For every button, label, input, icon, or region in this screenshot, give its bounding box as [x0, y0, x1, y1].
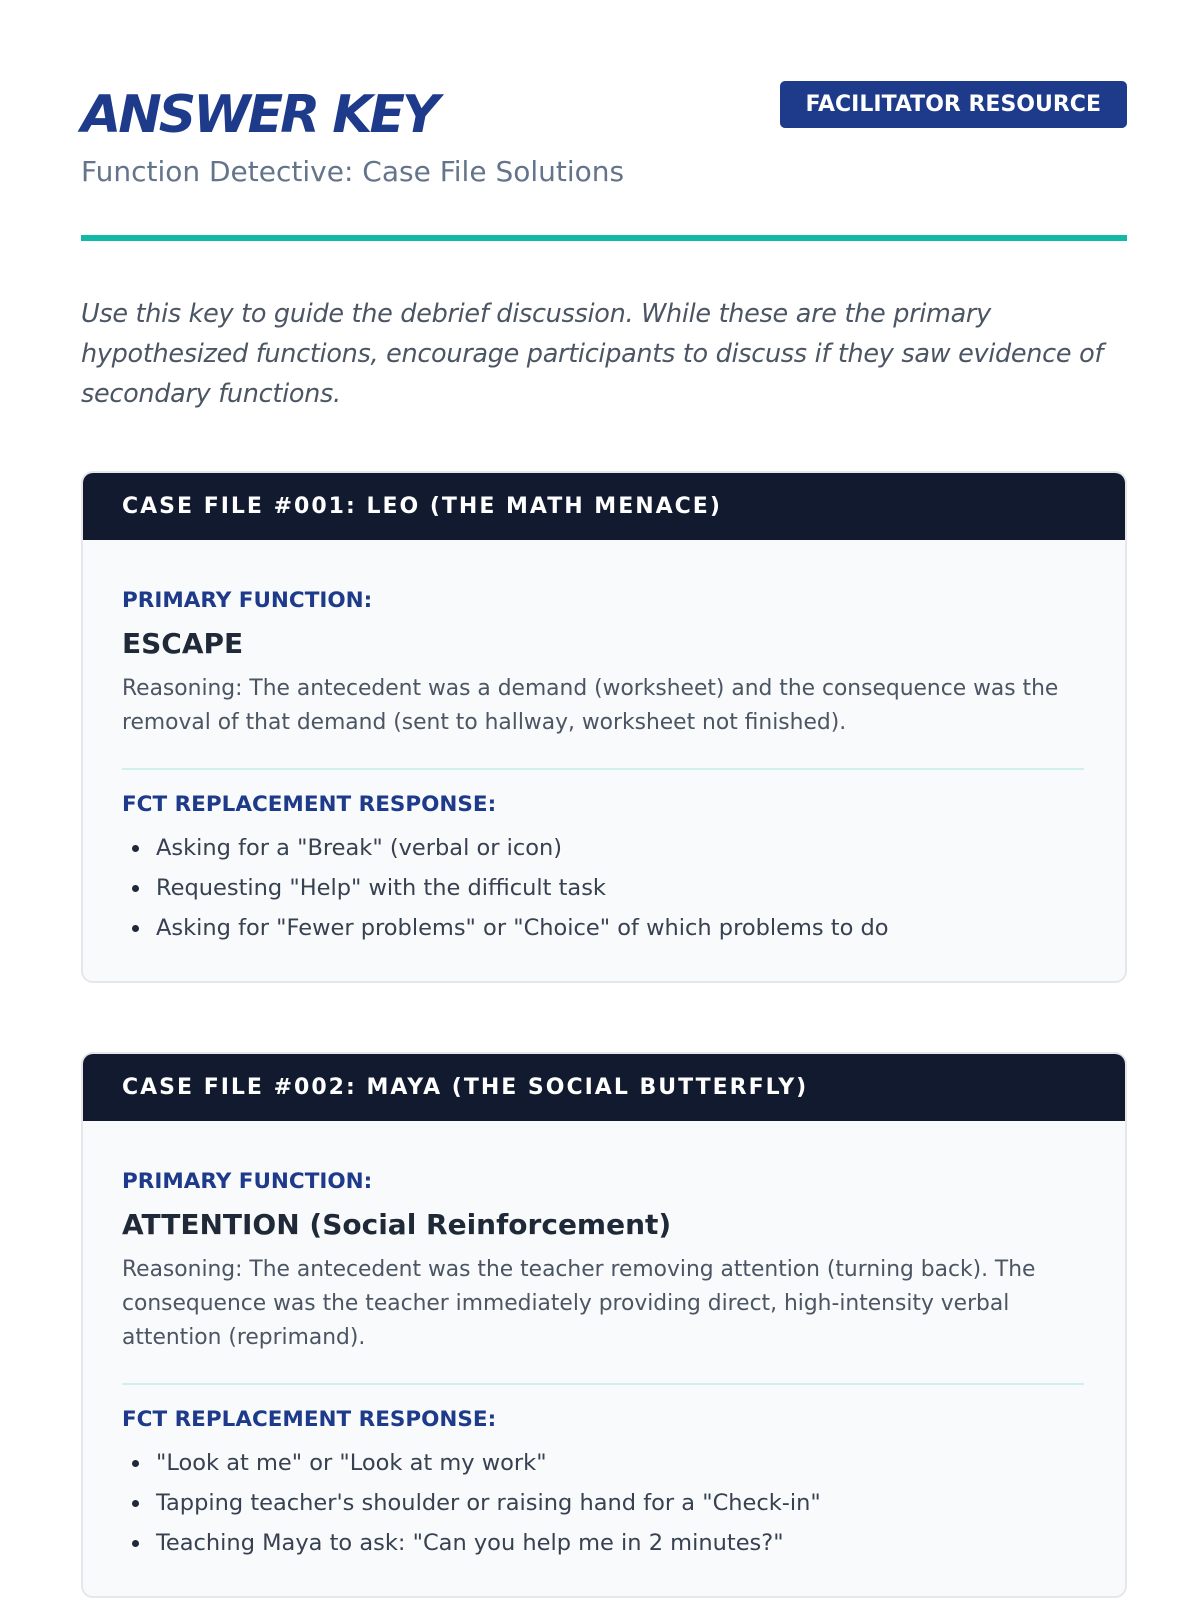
- list-item: Asking for "Fewer problems" or "Choice" of which problems to do: [122, 908, 1086, 948]
- case-file-card: [81, 471, 1127, 983]
- list-item: Tapping teacher's shoulder or raising hand for a "Check-in": [122, 1483, 1086, 1523]
- page-subtitle: Function Detective: Case File Solutions: [81, 155, 625, 188]
- fct-list: [122, 1443, 1086, 1563]
- list-item: Teaching Maya to ask: "Can you help me in 2 minutes?": [122, 1523, 1086, 1563]
- facilitator-badge: FACILITATOR RESOURCE: [780, 81, 1128, 128]
- primary-function-value: ATTENTION (Social Reinforcement): [122, 1208, 672, 1241]
- header: [81, 0, 1127, 240]
- section-divider: [122, 1383, 1084, 1385]
- primary-function-value: ESCAPE: [122, 627, 244, 660]
- case-file-body: [83, 540, 1125, 948]
- intro-text: Use this key to guide the debrief discussion. While these are the primary hypothesized functions, encourage participants to discuss if they saw evidence of secondary functions.: [81, 299, 1104, 409]
- list-item: "Look at me" or "Look at my work": [122, 1443, 1086, 1483]
- page-title: ANSWER KEY: [81, 85, 437, 145]
- primary-function-label: PRIMARY FUNCTION:: [122, 1169, 373, 1194]
- section-divider: [122, 768, 1084, 770]
- header-divider: [81, 235, 1127, 241]
- fct-label: FCT REPLACEMENT RESPONSE:: [122, 1407, 497, 1432]
- list-item: Requesting "Help" with the difficult task: [122, 868, 1086, 908]
- case-file-title: CASE FILE #002: MAYA (THE SOCIAL BUTTERFLY): [83, 1054, 1125, 1121]
- answer-key-page: [81, 0, 1127, 1556]
- reasoning-text: Reasoning: The antecedent was a demand (worksheet) and the consequence was the removal of that demand (sent to hallway, worksheet not finished).: [122, 676, 1059, 735]
- fct-label: FCT REPLACEMENT RESPONSE:: [122, 792, 497, 817]
- case-file-body: [83, 1121, 1125, 1563]
- fct-list: [122, 828, 1086, 948]
- list-item: Asking for a "Break" (verbal or icon): [122, 828, 1086, 868]
- case-file-card: [81, 1052, 1127, 1598]
- case-file-title: CASE FILE #001: LEO (THE MATH MENACE): [83, 473, 1125, 540]
- reasoning-text: Reasoning: The antecedent was the teacher removing attention (turning back). The consequence was the teacher immediately providing direct, high-intensity verbal attention (reprimand).: [122, 1257, 1036, 1350]
- primary-function-label: PRIMARY FUNCTION:: [122, 588, 373, 613]
